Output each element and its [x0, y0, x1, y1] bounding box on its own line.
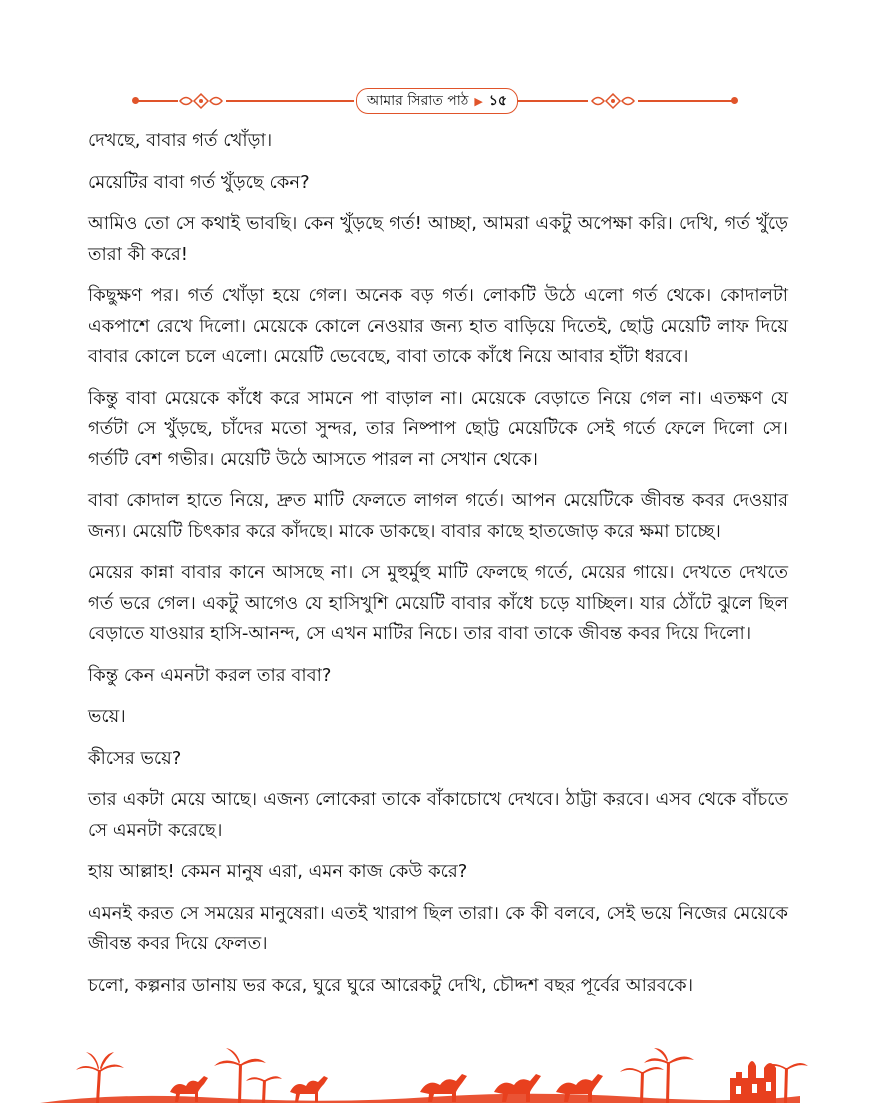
- paragraph: হায় আল্লাহ! কেমন মানুষ এরা, এমন কাজ কেউ করে?: [88, 861, 468, 882]
- paragraph: কিন্তু বাবা মেয়েকে কাঁধে করে সামনে পা বাড়াল না। মেয়েকে বেড়াতে নিয়ে গেল না। এতক্ষণ যে গর্তটা সে খুঁড়ছে, চাঁদের মতো সুন্দর, তার নিষ্পাপ ছোট্ট মেয়েটিকে সেই গর্তে ফেলে দিলো সে। গর্তটি বেশ গভীর। মেয়েটি উঠে আসতে পারল না সেখান থেকে।: [88, 387, 788, 470]
- camel-icon: [290, 1076, 328, 1102]
- paragraph: চলো, কল্পনার ডানায় ভর করে, ঘুরে ঘুরে আরেকটু দেখি, চৌদ্দশ বছর পূর্বের আরবকে।: [88, 974, 694, 996]
- paragraph: কিছুক্ষণ পর। গর্ত খোঁড়া হয়ে গেল। অনেক বড় গর্ত। লোকটি উঠে এলো গর্ত থেকে। কোদালটা একপাশে রেখে দিলো। মেয়েকে কোলে নেওয়ার জন্য হাত বাড়িয়ে দিতেই, ছোট্ট মেয়েটি লাফ দিয়ে বাবার কোলে চলে এলো। মেয়েটি ভেবেছে, বাবা তাকে কাঁধে নিয়ে আবার হাঁটা ধরবে।: [88, 285, 788, 367]
- mosque-icon: [730, 1061, 776, 1103]
- running-header: [356, 88, 518, 114]
- desert-footer: [0, 1048, 870, 1103]
- page-header: [132, 86, 738, 116]
- ornament-right-icon: [590, 92, 636, 110]
- paragraph: মেয়েটির বাবা গর্ত খুঁড়ছে কেন?: [88, 171, 310, 193]
- palm-tree-icon: [214, 1048, 282, 1103]
- paragraph: এমনই করত সে সময়ের মানুষেরা। এতই খারাপ ছিল তারা। কে কী বলবে, সেই ভয়ে নিজের মেয়েকে জীবন্ত কবর দিয়ে ফেলত।: [88, 902, 788, 954]
- paragraph: আমিও তো সে কথাই ভাবছি। কেন খুঁড়ছে গর্ত! আচ্ছা, আমরা একটু অপেক্ষা করি। দেখি, গর্ত খুঁড়ে তারা কী করে!: [88, 213, 788, 265]
- arrow-right-icon: ▶: [474, 94, 483, 108]
- book-title: আমার সিরাত পাঠ: [367, 93, 469, 109]
- header-rule-left-outer: [138, 100, 178, 102]
- paragraph: কিন্তু কেন এমনটা করল তার বাবা?: [88, 664, 332, 686]
- paragraph: ভয়ে।: [88, 706, 126, 727]
- paragraph: মেয়ের কান্না বাবার কানে আসছে না। সে মুহুর্মুহু মাটি ফেলছে গর্তে, মেয়ের গায়ে। দেখতে দেখতে গর্ত ভরে গেল। একটু আগেও যে হাসিখুশি মেয়েটি বাবার কাঁধে চড়ে যাচ্ছিল। যার ঠোঁটে ঝুলে ছিল বেড়াতে যাওয়ার হাসি-আনন্দ, সে এখন মাটির নিচে। তার বাবা তাকে জীবন্ত কবর দিয়ে দিলো।: [88, 562, 788, 644]
- page-number: ১৫: [488, 93, 507, 109]
- paragraph: দেখছে, বাবার গর্ত খোঁড়া।: [88, 130, 273, 151]
- header-rule-left: [226, 100, 354, 102]
- rule-dot-right: [731, 97, 738, 104]
- page-body: [88, 126, 788, 1012]
- palm-tree-icon: [620, 1048, 694, 1103]
- palm-tree-icon: [76, 1052, 124, 1103]
- ornament-left-icon: [178, 92, 224, 110]
- header-rule-right: [518, 100, 588, 102]
- paragraph: কীসের ভয়ে?: [88, 747, 182, 769]
- paragraph: বাবা কোদাল হাতে নিয়ে, দ্রুত মাটি ফেলতে লাগল গর্তে। আপন মেয়েটিকে জীবন্ত কবর দেওয়ার জন্য। মেয়েটি চিৎকার করে কাঁদছে। মাকে ডাকছে। বাবার কাছে হাতজোড় করে ক্ষমা চাচ্ছে।: [88, 490, 788, 542]
- header-rule-right-outer: [638, 100, 732, 102]
- paragraph: তার একটা মেয়ে আছে। এজন্য লোকেরা তাকে বাঁকাচোখে দেখবে। ঠাট্টা করবে। এসব থেকে বাঁচতে সে এমনটা করেছে।: [88, 789, 788, 841]
